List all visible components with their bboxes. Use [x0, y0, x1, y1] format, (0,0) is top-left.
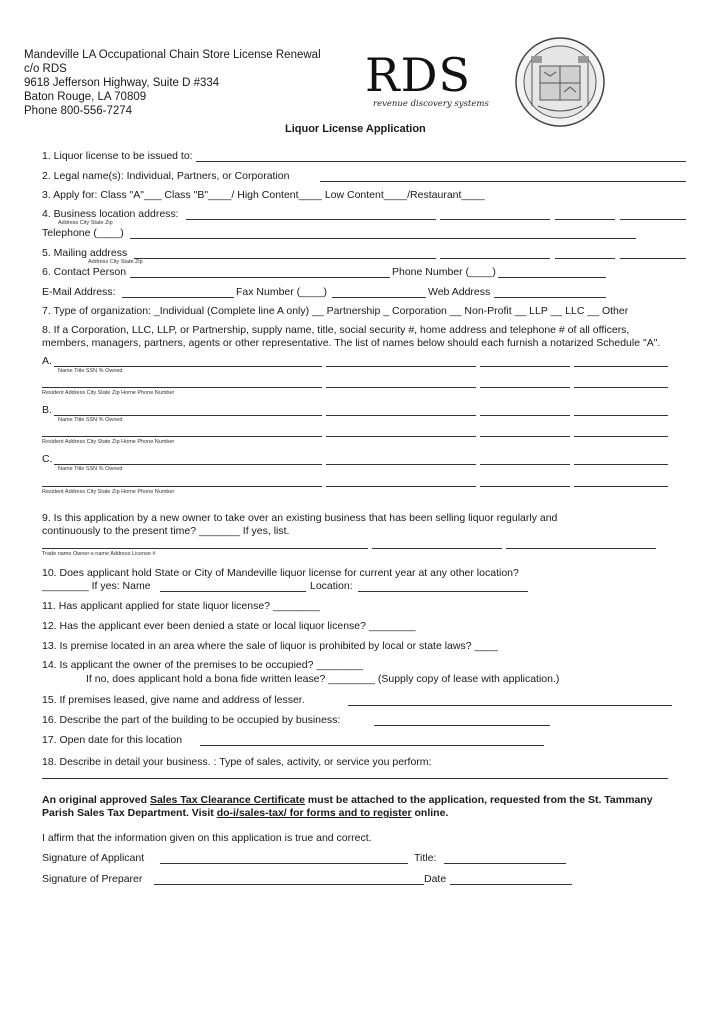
person-a-state-field[interactable]: [480, 387, 570, 388]
q1-label: 1. Liquor license to be issued to:: [42, 150, 193, 162]
person-c-name-field[interactable]: [54, 464, 322, 465]
sig-preparer-field[interactable]: [154, 884, 424, 885]
telephone-field[interactable]: [130, 238, 636, 239]
person-c-title-field[interactable]: [326, 464, 476, 465]
person-a-address-field[interactable]: [42, 387, 322, 388]
sales-tax-link[interactable]: do-i/sales-tax/ for forms and to register: [216, 807, 412, 819]
person-c-small-1: Name Title SSN % Owned: [58, 466, 123, 472]
q5-city-field[interactable]: [440, 258, 550, 259]
fax-field[interactable]: [332, 297, 426, 298]
contact-person-field[interactable]: [130, 277, 390, 278]
sales-tax-certificate-text: Sales Tax Clearance Certificate: [149, 794, 305, 806]
email-label: E-Mail Address:: [42, 286, 116, 298]
q1-field[interactable]: [196, 161, 686, 162]
header-line-5: Phone 800-556-7274: [24, 105, 133, 117]
q9-address-field[interactable]: [372, 548, 502, 549]
q3-label: 3. Apply for: Class "A"___ Class "B"____/ High Content____ Low Content____/Restaurant____: [42, 189, 485, 201]
q8-line-1: 8. If a Corporation, LLC, LLP, or Partnership, supply name, title, social security #, home address and telephone # of all officers,: [42, 324, 630, 336]
q5-label: 5. Mailing address: [42, 247, 128, 259]
person-c-owned-field[interactable]: [574, 464, 668, 465]
person-c-ssn-field[interactable]: [480, 464, 570, 465]
q14-line-1: 14. Is applicant the owner of the premises to be occupied? ________: [42, 659, 364, 671]
q9-line-1: 9. Is this application by a new owner to take over an existing business that has been selling liquor regularly and: [42, 512, 558, 524]
sig-applicant-label: Signature of Applicant: [42, 852, 145, 864]
person-c-state-field[interactable]: [480, 486, 570, 487]
title-label: Title:: [414, 852, 437, 864]
q9-small-labels: Trade name Owner-s name Address License #: [42, 551, 156, 557]
q16-field[interactable]: [374, 725, 550, 726]
q10-line-1: 10. Does applicant hold State or City of Mandeville liquor license for current year at any other location?: [42, 567, 519, 579]
person-c-address-field[interactable]: [42, 486, 322, 487]
q4-city-field[interactable]: [440, 219, 550, 220]
q4-address-field[interactable]: [186, 219, 436, 220]
web-label: Web Address: [428, 286, 491, 298]
person-b-name-field[interactable]: [54, 415, 322, 416]
person-a-phone-field[interactable]: [574, 387, 668, 388]
form-title: Liquor License Application: [285, 123, 426, 135]
logo-subtitle: revenue discovery systems: [373, 99, 489, 109]
q5-small-labels: Address City State Zip: [88, 259, 143, 265]
q12-label: 12. Has the applicant ever been denied a state or local liquor license? ________: [42, 620, 416, 632]
person-a-letter: A.: [42, 355, 52, 367]
q18-field[interactable]: [42, 778, 668, 779]
q8-line-2: members, managers, partners, agents or other representative. The list of names below should each furnish a notarized Schedule "A".: [42, 337, 661, 349]
person-b-letter: B.: [42, 404, 52, 416]
q5-zip-field[interactable]: [620, 258, 686, 259]
q17-label: 17. Open date for this location: [42, 734, 183, 746]
q5-address-field[interactable]: [134, 258, 436, 259]
q9-trade-field[interactable]: [42, 548, 368, 549]
person-c-phone-field[interactable]: [574, 486, 668, 487]
q14-line-2: If no, does applicant hold a bona fide written lease? ________ (Supply copy of lease with application.): [86, 673, 560, 685]
person-c-small-2: Resident Address City State Zip Home Phone Number: [42, 489, 175, 495]
q10-line-2: ________ If yes: Name: [42, 580, 151, 592]
person-a-small-1: Name Title SSN % Owned: [58, 368, 123, 374]
date-field[interactable]: [450, 884, 572, 885]
person-b-address-field[interactable]: [42, 436, 322, 437]
person-b-phone-field[interactable]: [574, 436, 668, 437]
q10-name-field[interactable]: [160, 591, 306, 592]
q2-label: 2. Legal name(s): Individual, Partners, or Corporation: [42, 170, 290, 182]
city-seal-icon: [514, 36, 606, 128]
person-b-city-field[interactable]: [326, 436, 476, 437]
q9-line-2: continuously to the present time? _______ If yes, list.: [42, 525, 290, 537]
q18-label: 18. Describe in detail your business. : Type of sales, activity, or service you perform:: [42, 756, 432, 768]
q4-zip-field[interactable]: [620, 219, 686, 220]
person-a-title-field[interactable]: [326, 366, 476, 367]
q4-state-field[interactable]: [555, 219, 615, 220]
q9-license-field[interactable]: [506, 548, 656, 549]
q10-location-label: Location:: [310, 580, 353, 592]
person-b-state-field[interactable]: [480, 436, 570, 437]
q2-field[interactable]: [320, 181, 686, 182]
q10-location-field[interactable]: [358, 591, 528, 592]
q11-label: 11. Has applicant applied for state liquor license? ________: [42, 600, 320, 612]
q7-label: 7. Type of organization: _Individual (Complete line A only) __ Partnership _ Corporation __ Non-Profit __ LLP __ LLC __ Other: [42, 305, 629, 317]
person-b-ssn-field[interactable]: [480, 415, 570, 416]
notice-line-1: An original approved Sales Tax Clearance Certificate must be attached to the application, requested from the St. Tammany: [42, 794, 653, 806]
affirm-text: I affirm that the information given on this application is true and correct.: [42, 832, 372, 844]
phone-number-label: Phone Number (____): [392, 266, 496, 278]
person-a-city-field[interactable]: [326, 387, 476, 388]
person-c-letter: C.: [42, 453, 53, 465]
q13-label: 13. Is premise located in an area where the sale of liquor is prohibited by local or state laws? ____: [42, 640, 498, 652]
q6-label: 6. Contact Person: [42, 266, 127, 278]
logo-text: RDS: [365, 48, 472, 102]
q4-label: 4. Business location address:: [42, 208, 179, 220]
rds-logo: [365, 48, 495, 112]
q5-state-field[interactable]: [555, 258, 615, 259]
person-a-name-field[interactable]: [54, 366, 322, 367]
header-line-4: Baton Rouge, LA 70809: [24, 91, 147, 103]
person-b-small-1: Name Title SSN % Owned: [58, 417, 123, 423]
q15-field[interactable]: [348, 705, 672, 706]
header-line-3: 9618 Jefferson Highway, Suite D #334: [24, 77, 220, 89]
person-a-small-2: Resident Address City State Zip Home Phone Number: [42, 390, 175, 396]
email-field[interactable]: [122, 297, 234, 298]
q16-label: 16. Describe the part of the building to be occupied by business:: [42, 714, 341, 726]
q17-field[interactable]: [200, 745, 544, 746]
person-b-owned-field[interactable]: [574, 415, 668, 416]
header-line-1: Mandeville LA Occupational Chain Store License Renewal: [24, 49, 321, 61]
sig-applicant-field[interactable]: [160, 863, 408, 864]
title-field[interactable]: [444, 863, 566, 864]
header-line-2: c/o RDS: [24, 63, 67, 75]
date-label: Date: [424, 873, 447, 885]
phone-number-field[interactable]: [498, 277, 606, 278]
notice-line-2: Parish Sales Tax Department. Visit do-i/sales-tax/ for forms and to register online.: [42, 807, 449, 819]
q15-label: 15. If premises leased, give name and address of lesser.: [42, 694, 305, 706]
web-field[interactable]: [494, 297, 606, 298]
person-b-small-2: Resident Address City State Zip Home Phone Number: [42, 439, 175, 445]
person-c-city-field[interactable]: [326, 486, 476, 487]
person-a-ssn-field[interactable]: [480, 366, 570, 367]
telephone-label: Telephone (____): [42, 227, 124, 239]
q4-small-labels: Address City State Zip: [58, 220, 113, 226]
person-a-owned-field[interactable]: [574, 366, 668, 367]
sig-preparer-label: Signature of Preparer: [42, 873, 143, 885]
fax-label: Fax Number (____): [236, 286, 328, 298]
person-b-title-field[interactable]: [326, 415, 476, 416]
